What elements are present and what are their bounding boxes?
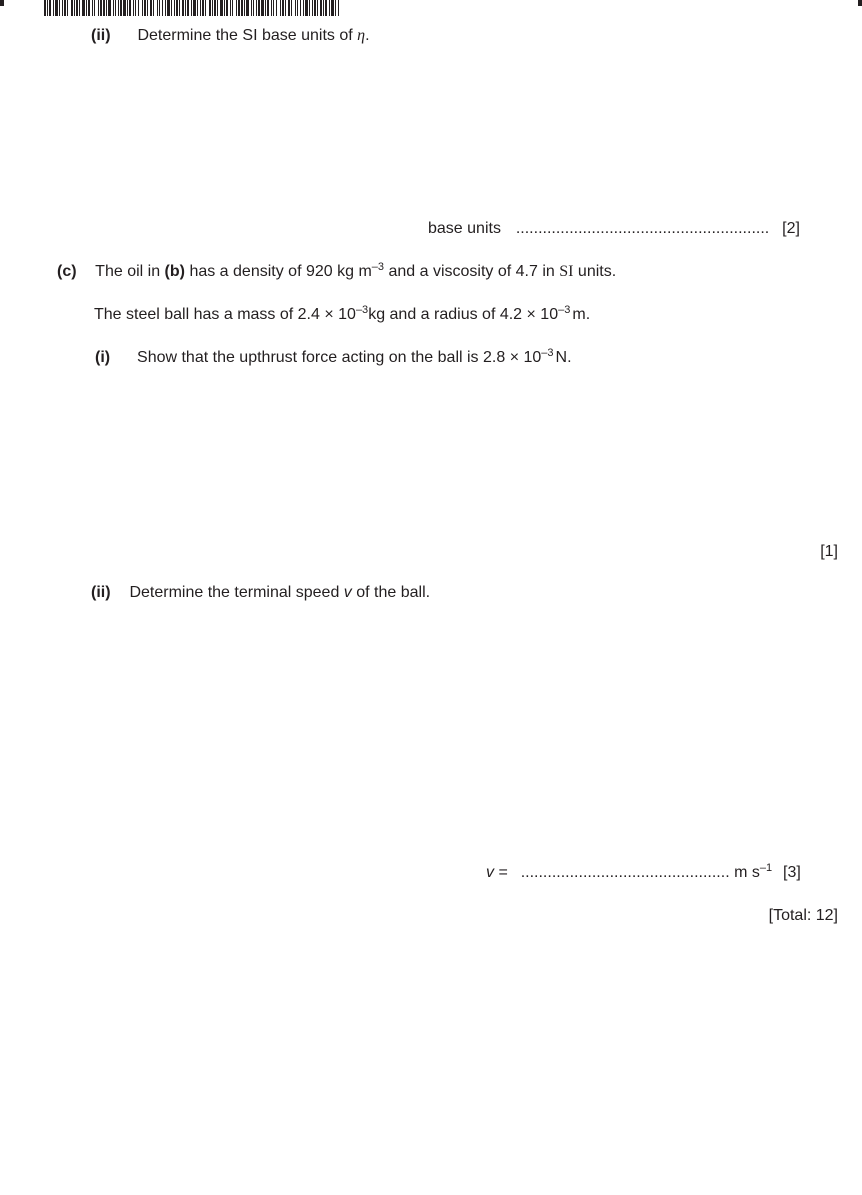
question-text: m. (572, 306, 591, 323)
corner-mark-right (858, 0, 862, 6)
eta-symbol: η (357, 27, 366, 44)
answer-unit: m s (734, 864, 760, 881)
question-c-line2 (94, 305, 590, 325)
exponent: –3 (558, 304, 571, 316)
answer-label: base units (428, 220, 501, 237)
exponent: –3 (371, 261, 385, 273)
question-text: The oil in (95, 263, 161, 280)
marks-label: [2] (782, 220, 800, 237)
question-label: (ii) (91, 584, 111, 601)
exponent: –1 (759, 862, 773, 874)
question-end: . (365, 27, 370, 44)
question-text: kg and a radius of 4.2 × 10 (368, 306, 559, 323)
equals-sign: = (498, 864, 508, 881)
question-text: units. (577, 263, 617, 280)
variable-v: v (486, 864, 494, 881)
question-text: Determine the terminal speed (129, 584, 340, 601)
exponent: –3 (541, 347, 554, 359)
corner-mark-left (0, 0, 4, 6)
question-text: N. (555, 349, 572, 366)
total-marks: [Total: 12] (768, 907, 838, 924)
marks-label: [3] (783, 864, 801, 881)
barcode-stripe (339, 0, 340, 16)
question-c-ii (91, 583, 430, 603)
question-text: Determine the SI base units of (137, 27, 353, 44)
answer-dots: ......................................................... (515, 220, 770, 237)
question-text: Show that the upthrust force acting on the ball is 2.8 × 10 (137, 349, 542, 366)
variable-v: v (343, 584, 352, 601)
question-label: (ii) (91, 27, 111, 44)
si-text: SI (559, 263, 574, 280)
question-label: (i) (95, 349, 111, 366)
question-text: has a density of 920 kg m (189, 263, 372, 280)
question-label: (c) (57, 263, 77, 280)
question-c (57, 262, 616, 282)
answer-dots: ............................................... (520, 864, 730, 881)
question-text: of the ball. (356, 584, 431, 601)
answer-line-base-units (428, 219, 800, 239)
question-text: and a viscosity of 4.7 in (388, 263, 555, 280)
marks-label: [1] (820, 543, 838, 560)
exponent: –3 (355, 304, 369, 316)
question-b-ii (91, 26, 370, 46)
question-text: The steel ball has a mass of 2.4 × 10 (94, 306, 356, 323)
barcode (44, 0, 342, 16)
question-c-i (95, 348, 572, 368)
part-reference: (b) (164, 263, 185, 280)
answer-line-v (486, 863, 801, 883)
